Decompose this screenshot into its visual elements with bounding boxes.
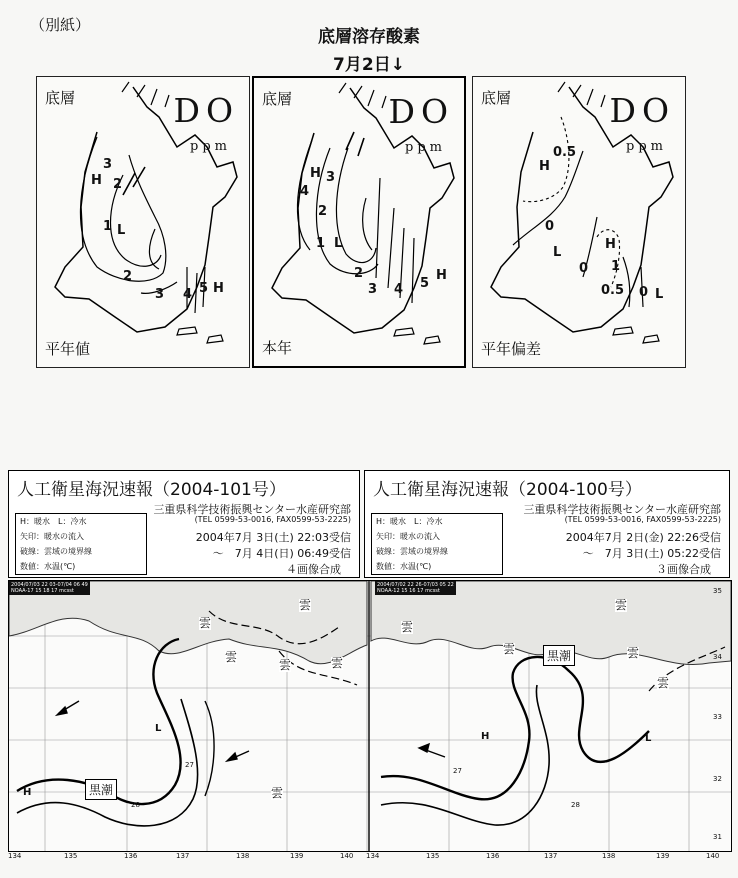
cloud-label: 雲	[657, 676, 670, 690]
panel-caption: 本年	[262, 339, 293, 357]
contour-label: 0.5	[601, 283, 625, 298]
legend-item: 破線：雲域の境界線	[376, 547, 448, 556]
lat-tick: 32	[713, 775, 722, 783]
lon-tick: 140	[340, 852, 354, 860]
contour-label: 0	[639, 285, 649, 300]
lon-tick: 136	[124, 852, 138, 860]
contour-label: 2	[354, 266, 364, 281]
sst-map-graphic	[9, 581, 731, 851]
panel-caption: 平年値	[45, 340, 91, 358]
lon-tick: 138	[602, 852, 616, 860]
bottom-layer-label: 底層	[262, 90, 293, 108]
kuroshio-label-left: 黒潮	[85, 779, 117, 800]
date-heading: 7月2日↓	[333, 55, 405, 75]
image-timestamp-left: 2004/07/03 22 03-07/04 06 49 NOAA-17 15 18 17 mcsst	[11, 582, 88, 594]
lon-tick: 137	[544, 852, 558, 860]
lon-tick: 136	[486, 852, 500, 860]
lon-tick: 134	[366, 852, 380, 860]
composite-note: ３画像合成	[656, 563, 711, 576]
map-legend	[371, 513, 503, 575]
contour-label: 2	[318, 204, 328, 219]
bottom-layer-label: 底層	[481, 89, 512, 107]
report-title: 人工衛星海況速報（2004-101号）	[17, 480, 286, 500]
cloud-label: 雲	[401, 620, 414, 634]
contour-label: H	[605, 237, 616, 252]
report-contact: (TEL 0599-53-0016, FAX0599-53-2225)	[564, 515, 721, 524]
cloud-label: 雲	[627, 646, 640, 660]
lon-tick: 138	[236, 852, 250, 860]
contour-label: 2	[123, 269, 133, 284]
contour-label: 2	[113, 177, 123, 192]
contour-label: 5	[420, 276, 430, 291]
legend-item: H：暖水 L：冷水	[376, 517, 443, 526]
unit-label: ppm	[626, 139, 667, 154]
legend-item: 矢印：暖水の流入	[20, 532, 84, 541]
lon-tick: 139	[290, 852, 304, 860]
contour-label: 4	[394, 282, 404, 297]
lat-tick: 33	[713, 713, 722, 721]
contour-label: 1	[611, 259, 621, 274]
warm-water-label: H	[481, 731, 490, 742]
received-to: ～ 7月 3日(土) 05:22受信	[582, 547, 721, 560]
contour-label: 1	[103, 219, 113, 234]
contour-label: 0.5	[553, 145, 577, 160]
sst-value: 28	[131, 801, 140, 809]
cloud-label: 雲	[279, 658, 292, 672]
report-organization: 三重県科学技術振興センター水産研究部	[153, 503, 351, 516]
contour-label: 3	[103, 157, 113, 172]
contour-label: H	[310, 166, 321, 181]
do-map-panel-deviation	[472, 76, 686, 368]
contour-label: H	[213, 281, 224, 296]
cloud-label: 雲	[331, 656, 344, 670]
panel-caption: 平年偏差	[481, 340, 542, 358]
lon-tick: 135	[426, 852, 440, 860]
contour-label: 4	[300, 184, 310, 199]
map-legend	[15, 513, 147, 575]
do-map-panel-current	[252, 76, 466, 368]
satellite-report-header-100	[364, 470, 730, 578]
contour-label: L	[334, 236, 343, 251]
composite-note: ４画像合成	[286, 563, 341, 576]
contour-label: 3	[368, 282, 378, 297]
contour-label: 5	[199, 281, 209, 296]
contour-label: L	[655, 287, 664, 302]
lon-tick: 140	[706, 852, 720, 860]
report-contact: (TEL 0599-53-0016, FAX0599-53-2225)	[194, 515, 351, 524]
cloud-label: 雲	[271, 786, 284, 800]
lon-tick: 137	[176, 852, 190, 860]
legend-item: 数値：水温(℃)	[376, 562, 432, 571]
sst-value: 28	[571, 801, 580, 809]
unit-label: ppm	[405, 140, 446, 155]
do-label: DO	[173, 91, 239, 130]
cloud-label: 雲	[503, 642, 516, 656]
image-timestamp-right: 2004/07/02 22 26-07/03 05 22 NOAA-12 15 16 17 mcsst	[377, 582, 454, 594]
cloud-label: 雲	[299, 598, 312, 612]
report-organization: 三重県科学技術振興センター水産研究部	[523, 503, 721, 516]
do-label: DO	[388, 92, 454, 131]
legend-item: 矢印：暖水の流入	[376, 532, 440, 541]
lat-tick: 31	[713, 833, 722, 841]
received-to: ～ 7月 4日(日) 06:49受信	[212, 547, 351, 560]
do-map-panel-normal	[36, 76, 250, 368]
contour-label: H	[91, 173, 102, 188]
cloud-label: 雲	[199, 616, 212, 630]
contour-label: 4	[183, 287, 193, 302]
lon-tick: 134	[8, 852, 22, 860]
contour-label: L	[553, 245, 562, 260]
received-from: 2004年7月 3日(土) 22:03受信	[195, 531, 351, 544]
do-label: DO	[609, 91, 675, 130]
cloud-label: 雲	[225, 650, 238, 664]
lon-tick: 139	[656, 852, 670, 860]
contour-label: 0	[579, 261, 589, 276]
cold-water-label: L	[645, 733, 652, 744]
sea-surface-temperature-map	[8, 580, 732, 852]
contour-label: 3	[326, 170, 336, 185]
contour-label: 3	[155, 287, 165, 302]
contour-label: 0	[545, 219, 555, 234]
page-title: 底層溶存酸素	[318, 27, 420, 47]
lon-tick: 135	[64, 852, 78, 860]
sst-value: 27	[185, 761, 194, 769]
contour-label: H	[539, 159, 550, 174]
contour-label: 1	[316, 236, 326, 251]
report-title: 人工衛星海況速報（2004-100号）	[373, 480, 642, 500]
bottom-layer-label: 底層	[45, 89, 76, 107]
kuroshio-label-right: 黒潮	[543, 645, 575, 666]
contour-label: H	[436, 268, 447, 283]
sst-value: 27	[453, 767, 462, 775]
cloud-label: 雲	[615, 598, 628, 612]
unit-label: ppm	[190, 139, 231, 154]
contour-label: L	[117, 223, 126, 238]
cold-water-label: L	[155, 723, 162, 734]
legend-item: 数値：水温(℃)	[20, 562, 76, 571]
legend-item: 破線：雲域の境界線	[20, 547, 92, 556]
attachment-note: （別紙）	[30, 16, 91, 34]
lat-tick: 35	[713, 587, 722, 595]
satellite-report-header-101	[8, 470, 360, 578]
legend-item: H：暖水 L：冷水	[20, 517, 87, 526]
lat-tick: 34	[713, 653, 722, 661]
received-from: 2004年7月 2日(金) 22:26受信	[565, 531, 721, 544]
warm-water-label: H	[23, 787, 32, 798]
